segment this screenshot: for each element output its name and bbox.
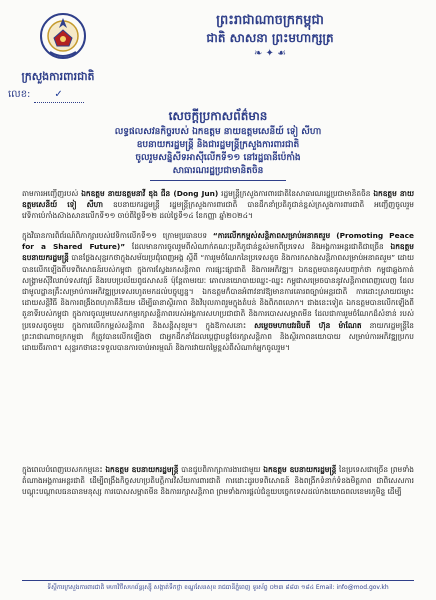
body-paragraph	[22, 464, 414, 498]
paragraph-bold: ឯកឧត្តម នាយឧត្តមសេនីយ៍ ទៀ សីហា	[22, 189, 414, 210]
paragraph-bold: ឯកឧត្តម ឧបនាយករដ្ឋមន្ត្រី	[263, 465, 337, 474]
paragraph-bold: សម្ដេចមហាបវរធិបតី ហ៊ុន ម៉ាណែត	[254, 320, 362, 330]
subtitle-line: សាធារណរដ្ឋប្រជាមានិតចិន	[172, 166, 264, 176]
reference-line	[8, 88, 112, 103]
national-motto: ជាតិ សាសនា ព្រះមហាក្សត្រ	[206, 31, 334, 45]
paragraph-text: នាយករដ្ឋមន្ត្រីនៃព្រះរាជាណាចក្រកម្ពុជា ក៏ត្រូវបានលើកឡើងថា ជាអ្នកដឹកនាំដែលប្តេជ្ញាបន្តថែរក្សាសន្តិភាព និងស្ថិរភាពនយោបាយ សម្រាប់ការអភិវឌ្ឍប្រកបដោយចីរភាព។ សុន្ទរកថានេះទទួលបានការចាប់អារម្មណ៍ និងការវាយតម្លៃខ្ពស់ពីសំណាក់អ្នកចូលរួម។	[22, 320, 415, 353]
ministry-name: ក្រសួងការពារជាតិ	[21, 70, 95, 83]
subtitle-line: ចូលរួមសន្និសីទអាស៊ីលើកទី១១ នៅរដ្ឋធានីប៉េកាំង	[135, 153, 301, 163]
paragraph-bold: ឯកឧត្តម ឧបនាយករដ្ឋមន្ត្រី	[22, 242, 414, 263]
paragraph-text: ក្នុងពេលបំពេញបេសកកម្មនេះ	[22, 465, 106, 474]
paragraph-bold: ឯកឧត្តម នាយឧត្តមនាវី ឌុង ជឹន (Dong Jun)	[81, 189, 219, 198]
paragraph-bold: “ការលើកកម្ពស់សន្តិភាពសម្រាប់អនាគតរួម (Promoting Peace for a Shared Future)”	[22, 231, 414, 252]
paragraph-bold: ឯកឧត្តម ឧបនាយករដ្ឋមន្ត្រី	[105, 465, 179, 474]
subtitle-line: ឧបនាយករដ្ឋមន្ត្រី និងជារដ្ឋមន្ត្រីក្រសួងការពារជាតិ	[136, 140, 300, 150]
paragraph-text: តាមការអញ្ជើញរបស់	[22, 189, 82, 198]
header-ornament: ❧ ✦ ☙	[253, 48, 287, 59]
paragraph-text: នៃប្រទេសជាច្រើន ព្រមទាំងតំណាងអង្គការអន្តរជាតិ ដើម្បីពង្រឹងកិច្ចសហប្រតិបត្តិការវិស័យការពារជាតិ ការដោះដូរបទពិសោធន៍ និងពង្រីកទំនាក់ទំនងមិត្តភាព ជាពិសេសការបណ្តុះបណ្តាលធនធានមនុស្ស ការបោសសម្អាតមីន និងការរក្សាសន្តិភាព ព្រមទាំងការផ្តល់ជំនួយបច្ចេកទេសដល់កងយោធពលខេមរភូមិន្ទ ដើម្បី	[22, 465, 414, 497]
paragraph-text: បានថ្លែងសុន្ទរកថាក្នុងសម័យប្រជុំពេញអង្គ ស្តីពី “ការរួមចំណែកនៃប្រទេសតូច និងការកសាងសន្តិភាពសម្រាប់អនាគតរួម” ដោយបានលើកឡើងពីបទពិសោធន៍របស់កម្ពុជា ក្នុងការស្វែងរកសន្តិភាព ការផ្សះផ្សាជាតិ និងការអភិវឌ្ឍ។ ឯកឧត្តមបានគូសបញ្ជាក់ថា កម្ពុជាឆ្លងកាត់សង្គ្រាមស៊ីវិលរាប់ទសវត្សរ៍ និងរបបប្រល័យពូជសាសន៍ ប៉ុន្តែតាមរយៈ គោលនយោបាយឈ្នះ-ឈ្នះ កម្ពុជាសម្រេចបាននូវសន្តិភាពពេញលេញ ដែលជាមូលដ្ឋានគ្រឹះសម្រាប់ការអភិវឌ្ឍប្រទេសរហូតមកដល់បច្ចុប្បន្ន។ ឯកឧត្តមក៏បានអំពាវនាវឱ្យមានការគោរពច្បាប់អន្តរជាតិ ការដោះស្រាយជម្លោះដោយសន្តិវិធី និងការពង្រឹងពហុភាគីនិយម ដើម្បីធានាស្ថិរភាព និងវិបុលភាពរួមក្នុងតំបន់ និងពិភពលោក។ ជាងនេះទៀត ឯកឧត្តមបានលើកឡើងពីតួនាទីរបស់កម្ពុជា ក្នុងការចូលរួមបេសកកម្មរក្សាសន្តិភាពរបស់អង្គការសហប្រជាជាតិ និងការបោសសម្អាតមីន ដែលជាការរួមចំណែកដ៏សំខាន់ របស់ប្រទេសតូចមួយ ក្នុងការលើកកម្ពស់សន្តិភាព និងសន្តិសុខរួម។ ក្នុងឱកាសនោះ	[22, 253, 414, 330]
body-paragraph	[22, 188, 414, 222]
paragraph-text: រដ្ឋមន្ត្រីក្រសួងការពារជាតិនៃសាធារណរដ្ឋប្រជាមានិតចិន	[218, 189, 374, 198]
kingdom-heading: ព្រះរាជាណាចក្រកម្ពុជា	[216, 13, 324, 28]
paragraph-text: បានជួបពិភាក្សាការងារជាមួយ	[178, 465, 264, 474]
subtitle-line: លទ្ធផលសវនកិច្ចរបស់ ឯកឧត្តម នាយឧត្តមសេនីយ៍ ទៀ សីហា	[114, 127, 322, 137]
royal-crest-icon	[36, 8, 90, 64]
reference-mark: ✓	[34, 88, 84, 103]
paragraph-text: ដែលមានការចូលរួមពីសំណាក់គណៈប្រតិភូជាន់ខ្ពស់មកពីប្រទេស និងអង្គការអន្តរជាតិជាច្រើន	[125, 242, 391, 252]
document-title: សេចក្តីប្រកាសព័ត៌មាន	[168, 109, 268, 123]
title-divider	[150, 180, 286, 181]
reference-label: លេខ:	[8, 89, 31, 100]
paragraph-text: ឧបនាយករដ្ឋមន្ត្រី រដ្ឋមន្ត្រីក្រសួងការពារជាតិ បានដឹកនាំប្រតិភូជាន់ខ្ពស់ក្រសួងការពារជាតិ អញ្ជើញចូលរួមវេទិកាប៉េកាំងស៊ាងសានលើកទី១១ ចាប់ពីថ្ងៃទី១២ ដល់ថ្ងៃទី១៤ ខែកញ្ញា ឆ្នាំ២០២៤។	[22, 200, 414, 221]
footer-address: ទីស្តីការក្រសួងការពារជាតិ មហាវិថីសហព័ន្ធរុស្ស៊ី សង្កាត់ទឹកថ្លា ខណ្ឌសែនសុខ រាជធានីភ្នំពេញ ទូរស័ព្ទ ០២៣ ៨៨៣ ១៨៤ Email: info@mod.gov.kh	[47, 584, 389, 591]
footer-divider	[22, 580, 414, 581]
body-paragraph	[22, 230, 414, 353]
paragraph-text: ក្នុងវិធានការពិព័រណ៍ពិភាក្សារបស់វេទិកាលើកទី១១ ក្រោមប្រធានបទ	[22, 231, 213, 240]
